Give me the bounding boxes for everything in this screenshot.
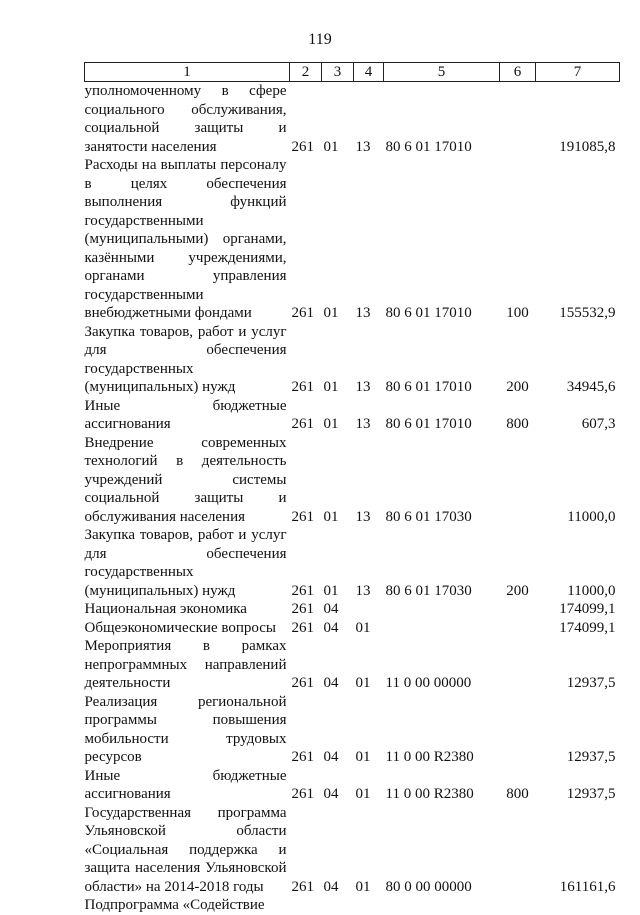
row-expense-type [500,619,536,638]
row-description: Общеэкономические вопросы [84,619,276,636]
row-section-code [322,896,354,915]
table-row [85,767,620,804]
row-target-article [384,896,500,915]
row-subsection-code: 13 [355,379,371,395]
row-description: Реализация региональной программы повышения мобильности трудовых ресурсов [84,693,287,765]
row-ministry-code: 261 [291,138,314,155]
row-target-article: 80 6 01 17010 [385,416,472,432]
row-target-article: 11 0 00 00000 [385,675,472,691]
row-description: Внедрение современных технологий в деятельность учреждений системы социальной защиты и обслуживания населения [84,434,287,525]
row-ministry-code: 261 [291,878,314,895]
row-amount: 174099,1 [559,619,616,636]
row-ministry-code: 261 [291,675,314,691]
row-description: Государственная программа Ульяновской области «Социальная поддержка и защита населения Ульяновской области» на 2014-2018 годы [84,804,287,895]
row-description: Мероприятия в рамках непрограммных направлений деятельности [84,638,287,691]
row-section-code: 04 [323,786,339,802]
row-ministry-code: 261 [291,379,314,395]
row-subsection-code: 13 [355,582,371,599]
row-section-code: 01 [323,379,339,395]
row-subsection-code [354,600,384,619]
row-description: Иные бюджетные ассигнования [84,397,287,432]
row-amount: 12937,5 [566,786,616,802]
table-row [85,804,620,897]
row-ministry-code: 261 [291,601,314,617]
row-ministry-code: 261 [291,786,314,802]
row-ministry-code [290,896,322,915]
row-amount: 11000,0 [567,508,616,525]
row-description: Закупка товаров, работ и услуг для обеспечения государственных (муниципальных) нужд [84,527,287,599]
page-number: 119 [308,31,332,48]
row-amount: 12937,5 [566,749,616,765]
row-target-article: 80 6 01 17030 [385,582,472,599]
row-ministry-code: 261 [291,582,314,599]
row-subsection-code [354,896,384,915]
row-description: Иные бюджетные ассигнования [84,767,287,802]
row-description: Расходы на выплаты персоналу в целях обеспечения выполнения функций государственными (муниципальными) органами, казёнными учреждениями, органами управления государственными внебюджетными фондами [84,157,287,321]
row-expense-type: 800 [506,416,529,432]
row-ministry-code: 261 [291,305,314,321]
table-row [85,526,620,600]
row-section-code: 04 [323,675,339,691]
column-header-2: 2 [290,63,322,82]
row-expense-type [500,693,536,767]
row-expense-type: 200 [506,379,529,395]
row-amount: 155532,9 [559,305,616,321]
row-ministry-code: 261 [291,619,314,636]
table-row [85,600,620,619]
row-description: Подпрограмма «Содействие [84,897,265,913]
row-ministry-code: 261 [291,749,314,765]
row-section-code: 04 [323,601,339,617]
table-row [85,82,620,157]
row-section-code: 01 [323,416,339,432]
row-subsection-code: 13 [355,138,371,155]
row-subsection-code: 01 [355,749,371,765]
row-target-article [384,600,500,619]
row-expense-type [500,434,536,527]
row-ministry-code: 261 [291,508,314,525]
row-amount: 161161,6 [559,878,616,895]
row-amount [536,896,620,915]
column-header-1: 1 [85,63,290,82]
table-row [85,434,620,527]
row-target-article: 80 6 01 17010 [385,138,472,155]
table-header-row [85,63,620,82]
column-header-4: 4 [354,63,384,82]
table-row [85,693,620,767]
row-description: Закупка товаров, работ и услуг для обеспечения государственных (муниципальных) нужд [84,323,287,395]
row-section-code: 01 [323,582,339,599]
row-subsection-code: 13 [355,305,371,321]
row-subsection-code: 01 [355,786,371,802]
row-expense-type: 200 [506,582,529,599]
row-expense-type: 800 [506,786,529,802]
row-description: Национальная экономика [84,601,247,617]
table-row [85,397,620,434]
row-target-article [384,619,500,638]
row-amount: 12937,5 [566,675,616,691]
row-expense-type [500,804,536,897]
budget-table [84,62,620,915]
row-amount: 34945,6 [566,379,616,395]
column-header-3: 3 [322,63,354,82]
row-expense-type [500,600,536,619]
column-header-6: 6 [500,63,536,82]
row-target-article: 11 0 00 R2380 [385,786,474,802]
table-row [85,619,620,638]
row-amount: 174099,1 [559,601,616,617]
column-header-7: 7 [536,63,620,82]
row-ministry-code: 261 [291,416,314,432]
row-expense-type [500,896,536,915]
row-description: уполномоченному в сфере социального обслуживания, социальной защиты и занятости населения [84,83,287,155]
table-row [85,156,620,323]
row-section-code: 01 [323,305,339,321]
row-expense-type: 100 [506,305,529,321]
row-subsection-code: 01 [355,878,371,895]
row-section-code: 01 [323,138,339,155]
row-subsection-code: 01 [355,619,371,636]
table-row [85,323,620,397]
row-subsection-code: 01 [355,675,371,691]
row-expense-type [500,637,536,693]
row-section-code: 01 [323,508,339,525]
column-header-5: 5 [384,63,500,82]
row-target-article: 80 6 01 17010 [385,379,472,395]
row-amount: 191085,8 [559,138,616,155]
table-row [85,637,620,693]
row-expense-type [500,82,536,157]
row-amount: 11000,0 [567,582,616,599]
row-target-article: 11 0 00 R2380 [385,749,474,765]
row-target-article: 80 0 00 00000 [385,878,472,895]
row-subsection-code: 13 [355,416,371,432]
table-row [85,896,620,915]
row-section-code: 04 [323,749,339,765]
row-subsection-code: 13 [355,508,371,525]
row-target-article: 80 6 01 17030 [385,508,472,525]
row-amount: 607,3 [581,416,616,432]
row-section-code: 04 [323,619,339,636]
row-target-article: 80 6 01 17010 [385,305,472,321]
row-section-code: 04 [323,878,339,895]
